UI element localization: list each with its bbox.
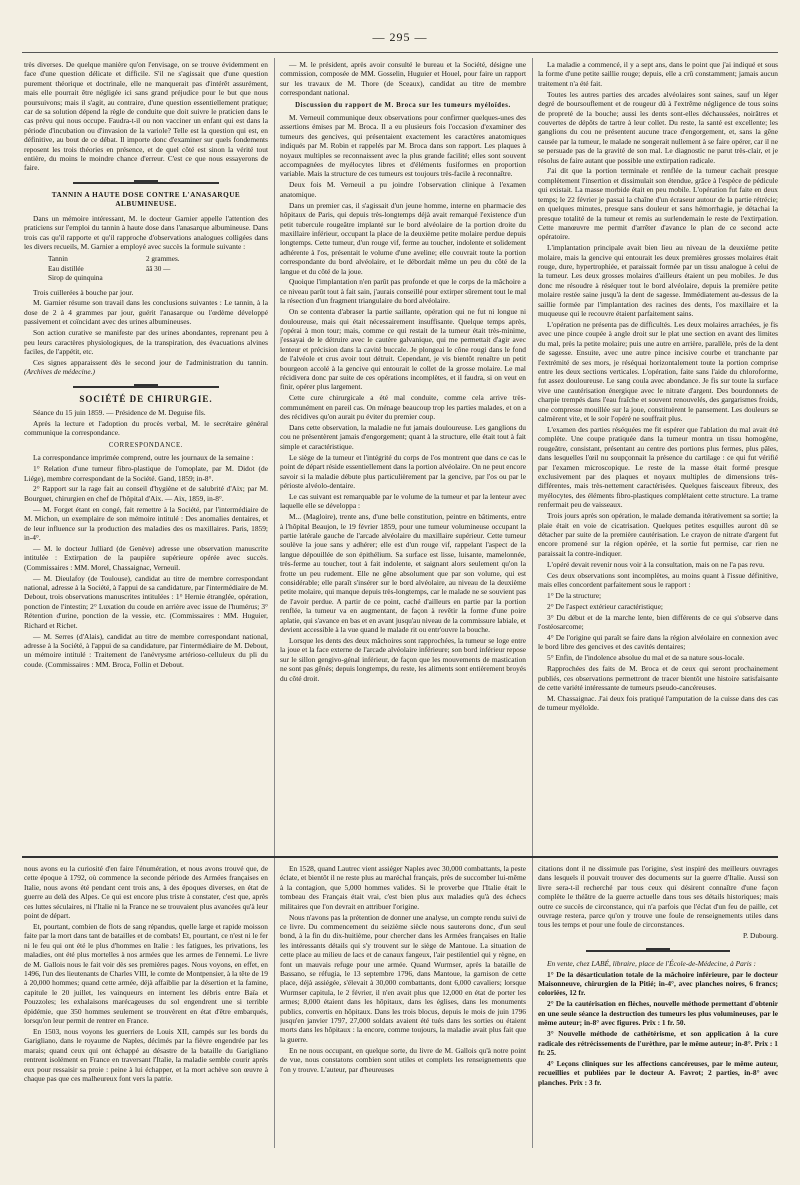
list-item: 1° De la structure; <box>547 590 602 600</box>
paragraph: 1° Relation d'une tumeur fibro-plastique de l'omoplate, par M. Didot (de Liége), membre correspondant de la Société. Gand, 1859; in-8°. <box>24 464 268 483</box>
paragraph: Le cas suivant est remarquable par le volume de la tumeur et par la lenteur avec laquelle elle se développa : <box>280 491 526 511</box>
paragraph: — M. Forget étant en congé, fait remettre à la Société, par l'intermédiaire de M. Michon, un exemplaire de son mémoire intitulé : Des anomalies dentaires, et de leur influence sur la production des maladies des os maxillaires. Paris, 1859; in-4°. <box>24 504 268 542</box>
paragraph: M. Chassaignac. J'ai deux fois pratiqué l'amputation de la cuisse dans des cas de tumeur myéloïde. <box>538 693 778 713</box>
page-number: — 295 — <box>372 30 428 44</box>
ornament-divider <box>24 177 268 187</box>
recipe-formula <box>48 255 268 283</box>
paragraph: La maladie a commencé, il y a sept ans, dans le point que j'ai indiqué et sous la forme d'une petite saillie rouge; depuis, elle a crû constamment; jamais aucun traitement n'a été fait. <box>538 60 778 88</box>
paragraph: très diverses. De quelque manière qu'on l'envisage, on se trouve évidemment en face d'une question délicate et difficile. S'il ne s'agissait que d'une question purement théorique et doctrinale, elle ne manquerait pas d'intérêt assurément, mais elle pourrait être négligée ici sans grand préjudice pour le but que nous poursuivons; mais il s'agit, au contraire, d'une question essentiellement pratique; car de sa solution dépend la règle de conduite que doit suivre le praticien dans le cas prévu qui nous occupe. Faudra-t-il ou non vacciner un enfant qui est dans la période d'incubation ou d'invasion de la variole? Telle est la question qui est, en définitive, au bout de ce débat. Il importe donc d'examiner sur quels fondements reposent les trois théories en présence, et de quel côté est sinon la vérité tout entière, du moins le moindre chance d'erreur. C'est ce que nous essayerons de faire. <box>24 60 268 173</box>
paragraph: J'ai dit que la portion terminale et renflée de la tumeur cachait presque complètement l'insertion et dissimulait son étendue, grâce à l'espèce de pédicule qui existait. La masse morbide était en peu mobile. L'opération fut faite en deux temps; le 22 février je passai la chaîne d'un écraseur autour de la partie rétrécie; en quelques minutes, presque sans douleur et sans hémorrhagie, je détachai la presque totalité de la tumeur et remis au surlendemain le reste de l'extirpation. Cette manœuvre me permit d'arrêter d'avance le plan de ce second acte opératoire. <box>538 166 778 242</box>
paragraph: Nous n'avons pas la prétention de donner une analyse, un compte rendu suivi de ce livre. Du commencement du seizième siècle nous sauterons donc, d'un seul bond, à la fin du dix-huitième, pour chercher dans les Armées françaises en Italie les intéressants détails qui s'y trouvent sur le siège de Mantoue. La situation de cette place au milieu de lacs et de canaux fangeux, l'air pestilentiel qui y règne, en font un mauvais refuge pour une armée. Quand Wurmser, après la bataille de Bassano, se réfugia, le 13 septembre 1796, dans Mantoue, la garnison de cette place, déjà assiégée, s'élevait à 30,000 combattants, dont 6,000 cavaliers; lorsque Wurmser capitula, le 2 février, il n'en avait plus que 12,000 en état de porter les armes; 8,000 étaient dans les hôpitaux, dans les églises, dans les monuments publics, convertis en hôpitaux. Dans les trois blocus, depuis le mois de juin 1796 jusqu'en janvier 1797, 27,000 soldats avaient été tués dans les sorties ou étaient morts dans les hôpitaux : la encore, comme toujours, la maladie avait plus fait que la guerre. <box>280 912 526 1044</box>
feuilleton-column-2 <box>280 864 526 1164</box>
column-divider <box>532 58 533 1148</box>
paragraph: M. Verneuil communique deux observations pour confirmer quelques-unes des assertions émises par M. Broca. Il a eu plusieurs fois l'occasion d'examiner des tumeurs des gencives, qui présentaient exactement les caractères anatomiques indiqués par M. Robin et rappelés par M. Broca dans son rapport. Les plaques à noyaux multiples se reconnaissent avec la plus grande facilité; elles sont souvent accompagnées de myélocytes libres et d'éléments fusiformes en proportion variable. Mais la structure de ces tumeurs est toujours très-facile à reconnaître. <box>280 113 526 179</box>
feuilleton-column-3 <box>538 864 778 1164</box>
sale-item: 2° De la cautérisation en flèches, nouvelle méthode permettant d'obtenir en une seule séance la destruction des tumeurs les plus volumineuses, par le même auteur; in-8° avec figures. Prix : 1 fr. 50. <box>538 999 778 1028</box>
paragraph: En 1503, nous voyons les guerriers de Louis XII, campés sur les bords du Garigliano, dans le royaume de Naples, décimés par la fièvre engendrée par les marais; quand ceux qui ont échappé au désastre de la bataille du Garigliano rentrent isolément en France en traversant l'Italie, la maladie semble courir après eux pour ressaisir sa proie : peine à lui échapper, et la mort achève son œuvre à chaque pas que ces malheureux font vers la patrie. <box>24 1026 268 1083</box>
feuilleton-column-1 <box>24 864 268 1164</box>
paragraph: L'opération ne présenta pas de difficultés. Les deux molaires arrachées, je fis avec une pince coupée à angle droit sur le plat une section en avant des limites du mal, près la petite molaire; puis une autre en arrière, parallèle, près de la dent de sagesse. Ensuite, avec une autre pince incisive courbe et tranchante par l'extrémité de ses mors, je réséquai horizontalement toute la portion comprise entre les deux sections verticales. L'opération, faite sans l'aide du chloroforme, fut assez douloureuse. Le sang coula avec abondance. Je fis sur toute la surface vive une cautérisation énergique avec le nitrate d'argent. Des bourdonnets de charpie trempés dans l'eau fraîche et souvent renouvelés, des gargarismes froids, une compresse mouillée sur la joue, constituèrent le pansement. Les douleurs se calmèrent vite, et le soir l'opéré ne souffrait plus. <box>538 319 778 424</box>
paragraph: 2° Rapport sur la rage fait au conseil d'hygiène et de salubrité d'Aix; par M. Bourguet, chirurgien en chef de l'hôpital d'Aix. — Aix, 1859, in-8°. <box>24 484 268 503</box>
paragraph: L'implantation principale avait bien lieu au niveau de la deuxième petite molaire, mais la gencive qui entourait les deux premières grosses molaires était rouge, dure, hypertrophiée, et paraissait formée par un tissu analogue à celui de la tumeur. Les deux grosses molaires d'ailleurs étaient un peu mobiles. Je dus donc me résoudre à réséquer tout le bord alvéolaire, depuis la première petite molaire restée saine jusqu'à la dent de sagesse. Immédiatement au-dessus de la saillie formée par l'implantation des racines des dents, l'os maxillaire et la muqueuse qui le recouvre étaient parfaitement sains. <box>538 243 778 319</box>
sale-item: 1° De la désarticulation totale de la mâchoire inférieure, par le docteur Maisonneuve, chirurgien de la Pitié; in-4°, avec planches noires, 6 francs; coloriées, 12 fr. <box>538 969 778 998</box>
paragraph: L'examen des parties réséquées me fit espérer que l'ablation du mal avait été complète. Une coupe pratiquée dans la tumeur montra un tissu homogène, rougeâtre, consistant, présentant au centre des portions plus fermes, plus pâles, dans lesquelles l'œil nu soupçonnait la présence du cartilage : ce qui fut vérifié par l'examen microscopique. Le reste de la masse était formé presque exclusivement par des plaques et noyaux multiples de dimensions très-différentes, mais très-nettement caractérisées. Quelques faisceaux fibreux, des myélocytes, des éléments fibro-plastiques complétaient cette structure. La trame renfermait peu de vaisseaux. <box>538 424 778 510</box>
paragraph: citations dont il ne dissimule pas l'origine, s'est inspiré des meilleurs ouvrages dans lesquels il pouvait trouver des documents sur la guerre d'Italie. Aussi son livre sera-t-il recherché par tous ceux qui désirent connaître d'une façon complète le théâtre de la guerre actuelle dans tous ses détails historiques; mais outre ce succès de circonstance, qui n'a parfois que l'éclat d'un feu de paille, cet ouvrage restera, parce qu'on y trouve une foule de renseignements utiles dans tous les temps et pour une foule de circonstances. <box>538 864 778 930</box>
list-item: 2° De l'aspect extérieur caractéristique; <box>547 601 663 611</box>
column-divider <box>274 58 275 1148</box>
recipe-row: Tannin 2 grammes. <box>48 255 180 264</box>
paragraph: En 1528, quand Lautrec vient assiéger Naples avec 30,000 combattants, la peste éclate, et bientôt il ne reste plus au maréchal français, près de succomber lui-même à la contagion, que 5,000 hommes valides. Si le proverbe que l'Italie était le tombeau des Français était vrai, c'est bien plus aux maladies qu'à des échecs militaires que l'on devrait en attribuer l'origine. <box>280 864 526 911</box>
recipe-row: Eau distillée āā 30 — <box>48 264 171 273</box>
ornament-divider <box>538 945 778 955</box>
ornament-divider <box>24 381 268 391</box>
list-item: 5° Enfin, de l'indolence absolue du mal et de sa nature sous-locale. <box>547 653 745 663</box>
paragraph: M. Garnier résume son travail dans les conclusions suivantes : Le tannin, à la dose de 2 à 4 grammes par jour, guérit l'anasarque ou l'œdème développé passivement et coïncidant avec des urines albumineuses. <box>24 298 268 327</box>
section-heading-tannin: TANNIN A HAUTE DOSE CONTRE L'ANASARQUE ALBUMINEUSE. <box>51 190 241 209</box>
sale-header: En vente, chez LABÉ, libraire, place de l'École-de-Médecine, à Paris : <box>547 958 756 968</box>
sale-item: 4° Leçons cliniques sur les affections cancéreuses, par le même auteur, recueillies et publiées par le docteur A. Favrot; 2 parties, in-8° avec planches. Prix : 3 fr. <box>538 1058 778 1087</box>
paragraph: En ne nous occupant, en quelque sorte, du livre de M. Gallois qu'à notre point de vue, nous constatons combien sont utiles et complets les renseignements que l'on y trouve. L'auteur, par d'heureuses <box>280 1045 526 1074</box>
column-2 <box>280 60 526 850</box>
paragraph: — M. Serres (d'Alais), candidat au titre de membre correspondant national, adresse à la Société, à l'appui de sa candidature, par l'intermédiaire de M. Debout, un mémoire intitulé : Traitement de l'anévrysme artérioso-celluleux du pli du coude. (Commissaires : MM. Broca, Follin et Debout. <box>24 631 268 669</box>
paragraph: — M. le président, après avoir consulté le bureau et la Société, désigne une commission, composée de MM. Gosselin, Huguier et Houel, pour faire un rapport sur les travaux de M. Thore (de Sceaux), candidat au titre de membre correspondant national. <box>280 60 526 98</box>
list-item: 4° De l'origine qui paraît se faire dans la région alvéolaire en connexion avec le bord libre des gencives et des cavités dentaires; <box>538 632 778 652</box>
paragraph: Ces deux observations sont incomplètes, au moins quant à l'issue définitive, mais elles concordent parfaitement sous le rapport : <box>538 570 778 589</box>
recipe-row: Sirop de quinquina <box>48 274 103 283</box>
sale-item: 3° Nouvelle méthode de cathétérisme, et son application à la cure radicale des rétrécissements de l'urèthre, par le même auteur; in-8°. Prix : 1 fr. 25. <box>538 1029 778 1057</box>
paragraph: — M. le docteur Julliard (de Genève) adresse une observation manuscrite intitulée : Extirpation de la paupière supérieure opérée avec succès. (Commissaires : MM. Morel, Chassaignac, Verneuil. <box>24 543 268 572</box>
session-line: Séance du 15 juin 1859. — Présidence de M. Deguise fils. <box>33 408 206 418</box>
paragraph: Après la lecture et l'adoption du procès verbal, M. le secrétaire général communique la correspondance. <box>24 419 268 438</box>
subheading-correspondance: CORRESPONDANCE. <box>108 441 184 449</box>
paragraph: Son action curative se manifeste par des urines abondantes, reprenant peu à peu leurs caractères physiologiques, de la transpiration, des évacuations alvines faciles, de l'appétit, etc. <box>24 328 268 356</box>
paragraph: Le siège de la tumeur et l'intégrité du corps de l'os montrent que dans ce cas le point de départ réside essentiellement dans la portion alvéolaire. On ne peut encore savoir si la maladie débute plus particulièrement par la gencive, par l'os ou par le périoste alvéolo-dentaire. <box>280 452 526 490</box>
author-signature: P. Dubourg. <box>743 931 778 941</box>
column-1 <box>24 60 268 850</box>
list-item: 3° Du début et de la marche lente, bien différents de ce qui s'observe dans l'ostéosarcome; <box>538 612 778 632</box>
paragraph: Lorsque les dents des deux mâchoires sont rapprochées, la tumeur se loge entre la joue et la face externe de l'arcade alvéolaire inférieure; son bord inférieur repose sur le sillon gengivo-génal inférieur, de façon que les mouvements de mastication ne sont pas gênés; depuis longtemps, du reste, les aliments sont entièrement broyés du côté droit. <box>280 635 526 683</box>
source-citation: (Archives de médecine.) <box>24 367 95 377</box>
paragraph: Trois jours après son opération, le malade demanda itérativement sa sortie; la plaie était en voie de cicatrisation. Quelques petites esquilles auront dû se détacher par suite de la première cautérisation. Le crayon de nitrate d'argent fut encore promené sur la région opérée, et la sortie fut permise, car rien ne paraissait la contre-indiquer. <box>538 511 778 558</box>
paragraph: — M. Dieulafoy (de Toulouse), candidat au titre de membre correspondant national, adresse à la Société, à l'appui de sa candidature, par l'intermédiaire de M. Debout, trois observations manuscrites intitulées : 1° Hernie étranglée, opération, ponction de l'intestin; 2° Luxation du coude en arrière avec issue de l'humérus; 3° Rétention d'urine, ponction de la vessie, etc. (Commissaires : MM. Huguier, Richard et Richet. <box>24 573 268 630</box>
header-rule <box>22 52 778 53</box>
paragraph: L'opéré devait revenir nous voir à la consultation, mais on ne l'a pas revu. <box>547 559 765 569</box>
paragraph: Ces signes apparaissent dès le second jour de l'administration du tannin. (Archives de médecine.) <box>24 357 268 377</box>
feuilleton-divider <box>22 856 778 858</box>
paragraph: Dans cette observation, la maladie ne fut jamais douloureuse. Les ganglions du cou ne présentèrent jamais d'engorgement; quant à la structure, elle était tout à fait simple et caractéristique. <box>280 423 526 451</box>
paragraph: Deux fois M. Verneuil a pu joindre l'observation clinique à l'examen anatomique. <box>280 180 526 199</box>
discussion-heading: Discussion du rapport de M. Broca sur les tumeurs myéloïdes. <box>295 101 511 109</box>
paragraph: La correspondance imprimée comprend, outre les journaux de la semaine : <box>33 453 254 463</box>
paragraph: M... (Magloire), trente ans, d'une belle constitution, peintre en bâtiments, entre à l'hôpital Beaujon, le 19 février 1859, pour une tumeur volumineuse occupant la partie latérale gauche de l'arcade alvéolaire du maxillaire supérieur. Cette tumeur soulève la joue sans y adhérer; elle est d'un rouge vif, rappelant l'aspect de la langue dépouillée de son épithélium. Sa surface est lisse, luisante, mamelonnée, très-ferme au toucher, tout à fait indolente, et saignant alors seulement qu'on la frotte un peu rudement. Elle ne gêne absolument que par son volume, qui est considérable; elle paraît s'insérer sur le bord alvéolaire, au niveau de la deuxième petite molaire, qui manque depuis très-longtemps, car le malade ne se souvient pas de l'avoir perdue. A partir de ce point, caché d'ailleurs en partie par la portion renflée, la tumeur va en augmentant, de façon à revêtir la forme d'une poire aplatie, qui s'avance en bas et en avant jusqu'au niveau de la commissure labiale, et devient accessible à la vue quand le malade rit ou entr'ouvre la bouche. <box>280 512 526 635</box>
section-heading-societe: SOCIÉTÉ DE CHIRURGIE. <box>79 393 213 404</box>
paragraph: Rapprochées des faits de M. Broca et de ceux qui seront prochainement publiés, ces observations permettront de tracer bientôt une histoire satisfaisante de cette variété intéressante de tumeurs pseudo-cancéreuses. <box>538 664 778 692</box>
paragraph: Trois cuillerées à bouche par jour. <box>33 287 134 297</box>
paragraph: On se contenta d'abraser la partie saillante, opération qui ne fut ni longue ni douloureuse, mais qui était nécessairement insuffisante. Quelque temps après, j'opérai à mon tour; mais, comme ce qui restait de la tumeur était très-minime, j'essayai de le détruire avec le cautère galvanique, qui me permettait d'agir avec lenteur et précision dans la cavité buccale. Je plongeai le cône rougi dans le fond de l'alvéole et crus avoir tout détruit. Cependant, je vis bientôt renaître un petit bourgeon accolé à la gencive qui entourait le collet de la grosse molaire. Le mal récidivera donc par suite de ces opérations incomplètes, et il faudra, si on veut en finir, opérer plus largement. <box>280 307 526 392</box>
paragraph: Toutes les autres parties des arcades alvéolaires sont saines, sauf un léger degré de boursouflement et de rougeur dû à l'extrême négligence de tous soins de propreté de la bouche; aussi les dents sont-elles déchaussées, noirâtres et couvertes de dépôts de tartre à leur collet. Du reste, la santé est excellente; les ganglions du cou ne présentent aucune trace d'engorgement, et, sans la gêne causée par la tumeur, le malade ne songerait nullement à se faire opérer, car il ne se persuade pas de la gravité de son mal. Le diagnostic ne parut très-clair, et je résolus de faire autant que possible une extirpation radicale. <box>538 89 778 165</box>
paragraph: Quoique l'implantation n'en parût pas profonde et que le corps de la mâchoire a ce niveau parût tout à fait sain, j'aurais conseillé pour extirper sûrement tout le mal la résection d'un fragment triangulaire du bord alvéolaire. <box>280 277 526 306</box>
paragraph: Dans un mémoire intéressant, M. le docteur Garnier appelle l'attention des praticiens sur l'emploi du tannin à haute dose dans l'anasarque albumineuse. Dans trois cas qu'il rapporte et qu'il rapproche d'observations analogues colligées dans les divers recueils, M. Garnier a employé avec succès la formule suivante : <box>24 213 268 251</box>
paragraph: nous avons eu la curiosité d'en faire l'énumération, et nous avons trouvé que, de cette époque à 1792, où commence la seconde période des Armées françaises en Italie, nous avons été pendant cent trois ans, à des époques diverses, en état de guerre au delà des Alpes. Ce qui est encore plus triste à constater, c'est que, après ces luttes séculaires, ni l'Italie ni la France ne se trouvaient plus avancées qu'à leur point de départ. <box>24 864 268 921</box>
paragraph: Cette cure chirurgicale a été mal conduite, comme cela arrive très-communément en pareil cas. On ménage beaucoup trop les parties malades, et on a des récidives qu'on aurait pu éviter du premier coup. <box>280 393 526 422</box>
paragraph: Dans un premier cas, il s'agissait d'un jeune homme, interne en pharmacie des hôpitaux de Paris, qui depuis très-longtemps déjà avait remarqué l'existence d'un petit tubercule rougeâtre implanté sur le bord alvéolaire de la portion droite du maxillaire inférieur, occupant la place de la deuxième petite molaire perdue depuis longtemps. Cette tumeur, d'un rouge vif, ferme au toucher, indolente et solidement adhérente à l'os, présentait le volume d'une aveline; elle couvrait toute la portion correspondante du bord alvéolaire, et le débordait même un peu du côté de la langue et du côté de la joue. <box>280 200 526 276</box>
column-3 <box>538 60 778 850</box>
paragraph: Et, pourtant, combien de flots de sang répandus, quelle large et rapide moisson faite par la mort dans tant de batailles et de combats! Et, pourtant, ce n'est ni le fer ni le feu qui ont été le plus d'hommes en Italie : les fatigues, les privations, les maladies, ont été plus mortelles à nos armées que les armes de l'ennemi. Le livre de M. Gallois nous le fait voir dès ses premières pages. Nous voyons, en effet, en 1496, l'un des lieutenants de Charles VIII, le comte de Montpensier, à la tête de 19 à 20,000 hommes; quand cette armée, déjà affaiblie par la désertion et la famine, capitule le 20 juillet, les vainqueurs en internent les débris entre Baïa et Pouzzoles; les exhalaisons marécageuses du sol engendrent une si terrible épidémie, que 350 hommes seulement se trouvèrent en état d'être embarqués, lorsqu'on leur permit de rentrer en France. <box>24 921 268 1025</box>
